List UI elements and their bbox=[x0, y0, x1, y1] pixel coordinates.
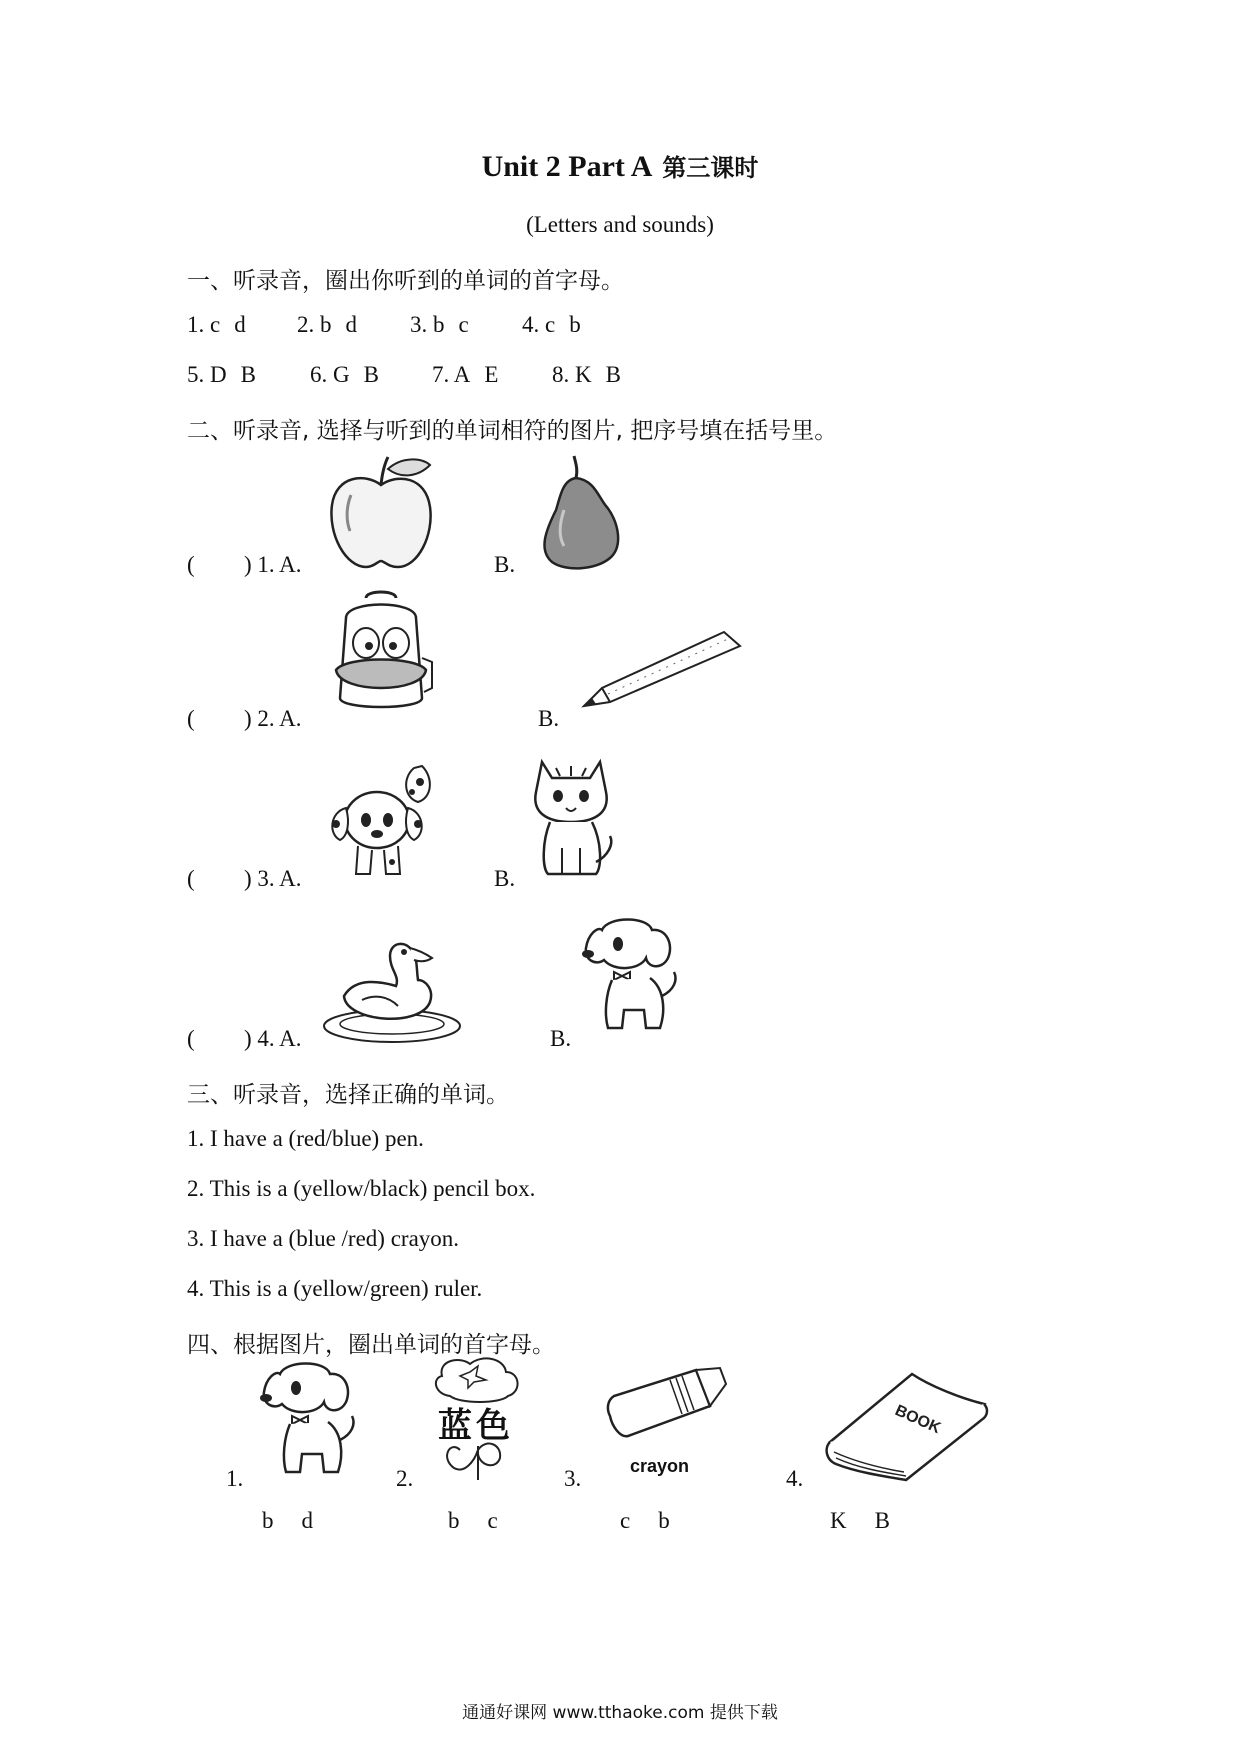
s2-paren-2: ( bbox=[187, 706, 195, 731]
section1-row1 bbox=[187, 312, 246, 338]
s4-opts-1 bbox=[262, 1508, 313, 1534]
s1-item-5: 5. D bbox=[187, 362, 227, 387]
footer: 通通好课网 www.tthaoke.com 提供下载 bbox=[462, 1703, 778, 1723]
s1-item-4-wrap bbox=[522, 312, 581, 338]
page-subtitle: (Letters and sounds) bbox=[526, 212, 714, 237]
s3-item-1: 1. I have a (red/blue) pen. bbox=[187, 1126, 424, 1151]
s2-paren-1: ( bbox=[187, 552, 195, 577]
s2-b-3: B. bbox=[494, 866, 516, 891]
dog-icon bbox=[256, 1358, 360, 1480]
s4-opt-4a: K bbox=[830, 1508, 847, 1533]
section4-heading: 四、根据图片，圈出单词的首字母。 bbox=[187, 1332, 555, 1358]
s1-item-8: 8. K bbox=[552, 362, 592, 387]
crayon-label: crayon bbox=[630, 1456, 690, 1476]
s3-item-4: 4. This is a (yellow/green) ruler. bbox=[187, 1276, 483, 1301]
cat-icon bbox=[526, 752, 616, 880]
s1-opt-2: d bbox=[345, 312, 357, 337]
pencil-icon bbox=[576, 628, 746, 712]
s4-opts-2 bbox=[448, 1508, 498, 1534]
s4-opt-3a: c bbox=[620, 1508, 631, 1533]
s2-label-3: ) 3. A. bbox=[244, 866, 302, 891]
duck-icon bbox=[322, 936, 462, 1046]
s2-b-2: B. bbox=[538, 706, 560, 731]
s1-item-8-wrap bbox=[552, 362, 621, 388]
s1-item-3-wrap bbox=[410, 312, 469, 338]
s4-opt-2b: c bbox=[487, 1508, 498, 1533]
s4-opt-2a: b bbox=[448, 1508, 460, 1533]
blue-text: 蓝色 bbox=[438, 1406, 514, 1446]
s2-b-4: B. bbox=[550, 1026, 572, 1051]
s2-b-1: B. bbox=[494, 552, 516, 577]
s1-item-6: 6. G bbox=[310, 362, 350, 387]
s1-opt-1: d bbox=[234, 312, 246, 337]
backpack-icon bbox=[326, 588, 436, 718]
s1-opt-8: B bbox=[605, 362, 621, 387]
section3-heading: 三、听录音，选择正确的单词。 bbox=[187, 1082, 509, 1108]
s1-item-5-wrap bbox=[187, 362, 256, 388]
book-icon bbox=[820, 1368, 994, 1480]
apple-icon bbox=[326, 455, 436, 573]
page-title: Unit 2 Part A 第三课时 bbox=[481, 150, 759, 183]
page-title-cn: 第三课时 bbox=[662, 154, 759, 182]
s4-opt-1a: b bbox=[262, 1508, 274, 1533]
s1-item-2-wrap bbox=[297, 312, 357, 338]
section2-heading: 二、听录音, 选择与听到的单词相符的图片, 把序号填在括号里。 bbox=[187, 418, 838, 444]
s4-opt-3b: b bbox=[658, 1508, 670, 1533]
s2-paren-3: ( bbox=[187, 866, 195, 891]
s1-item-4: 4. c bbox=[522, 312, 556, 337]
s2-label-4: ) 4. A. bbox=[244, 1026, 302, 1051]
s4-opts-3 bbox=[620, 1508, 670, 1534]
s4-opt-4b: B bbox=[874, 1508, 890, 1533]
s4-num-3: 3. bbox=[564, 1466, 582, 1491]
s1-opt-5: B bbox=[240, 362, 256, 387]
s1-opt-4: b bbox=[569, 312, 581, 337]
s1-item-3: 3. b bbox=[410, 312, 445, 337]
s4-opt-1b: d bbox=[301, 1508, 313, 1533]
s4-num-1: 1. bbox=[226, 1466, 244, 1491]
s2-label-2: ) 2. A. bbox=[244, 706, 302, 731]
book-label: BOOK bbox=[892, 1402, 944, 1438]
puppy-icon bbox=[322, 758, 444, 882]
s1-opt-7: E bbox=[484, 362, 499, 387]
s1-item-6-wrap bbox=[310, 362, 379, 388]
s4-opts-4 bbox=[830, 1508, 890, 1534]
crayon-icon bbox=[600, 1366, 730, 1446]
s1-opt-3: c bbox=[458, 312, 469, 337]
s3-item-2: 2. This is a (yellow/black) pencil box. bbox=[187, 1176, 536, 1201]
s1-item-7-wrap bbox=[432, 362, 498, 388]
pear-icon bbox=[534, 450, 624, 572]
s1-item-2: 2. b bbox=[297, 312, 332, 337]
section1-heading: 一、听录音，圈出你听到的单词的首字母。 bbox=[187, 268, 624, 294]
s1-item-7: 7. A bbox=[432, 362, 471, 387]
dog-icon bbox=[578, 914, 682, 1036]
s4-num-4: 4. bbox=[786, 1466, 804, 1491]
s2-paren-4: ( bbox=[187, 1026, 195, 1051]
s3-item-3: 3. I have a (blue /red) crayon. bbox=[187, 1226, 460, 1251]
s4-num-2: 2. bbox=[396, 1466, 414, 1491]
s2-label-1: ) 1. A. bbox=[244, 552, 302, 577]
s1-opt-6: B bbox=[363, 362, 379, 387]
s1-item-1: 1. c bbox=[187, 312, 221, 337]
